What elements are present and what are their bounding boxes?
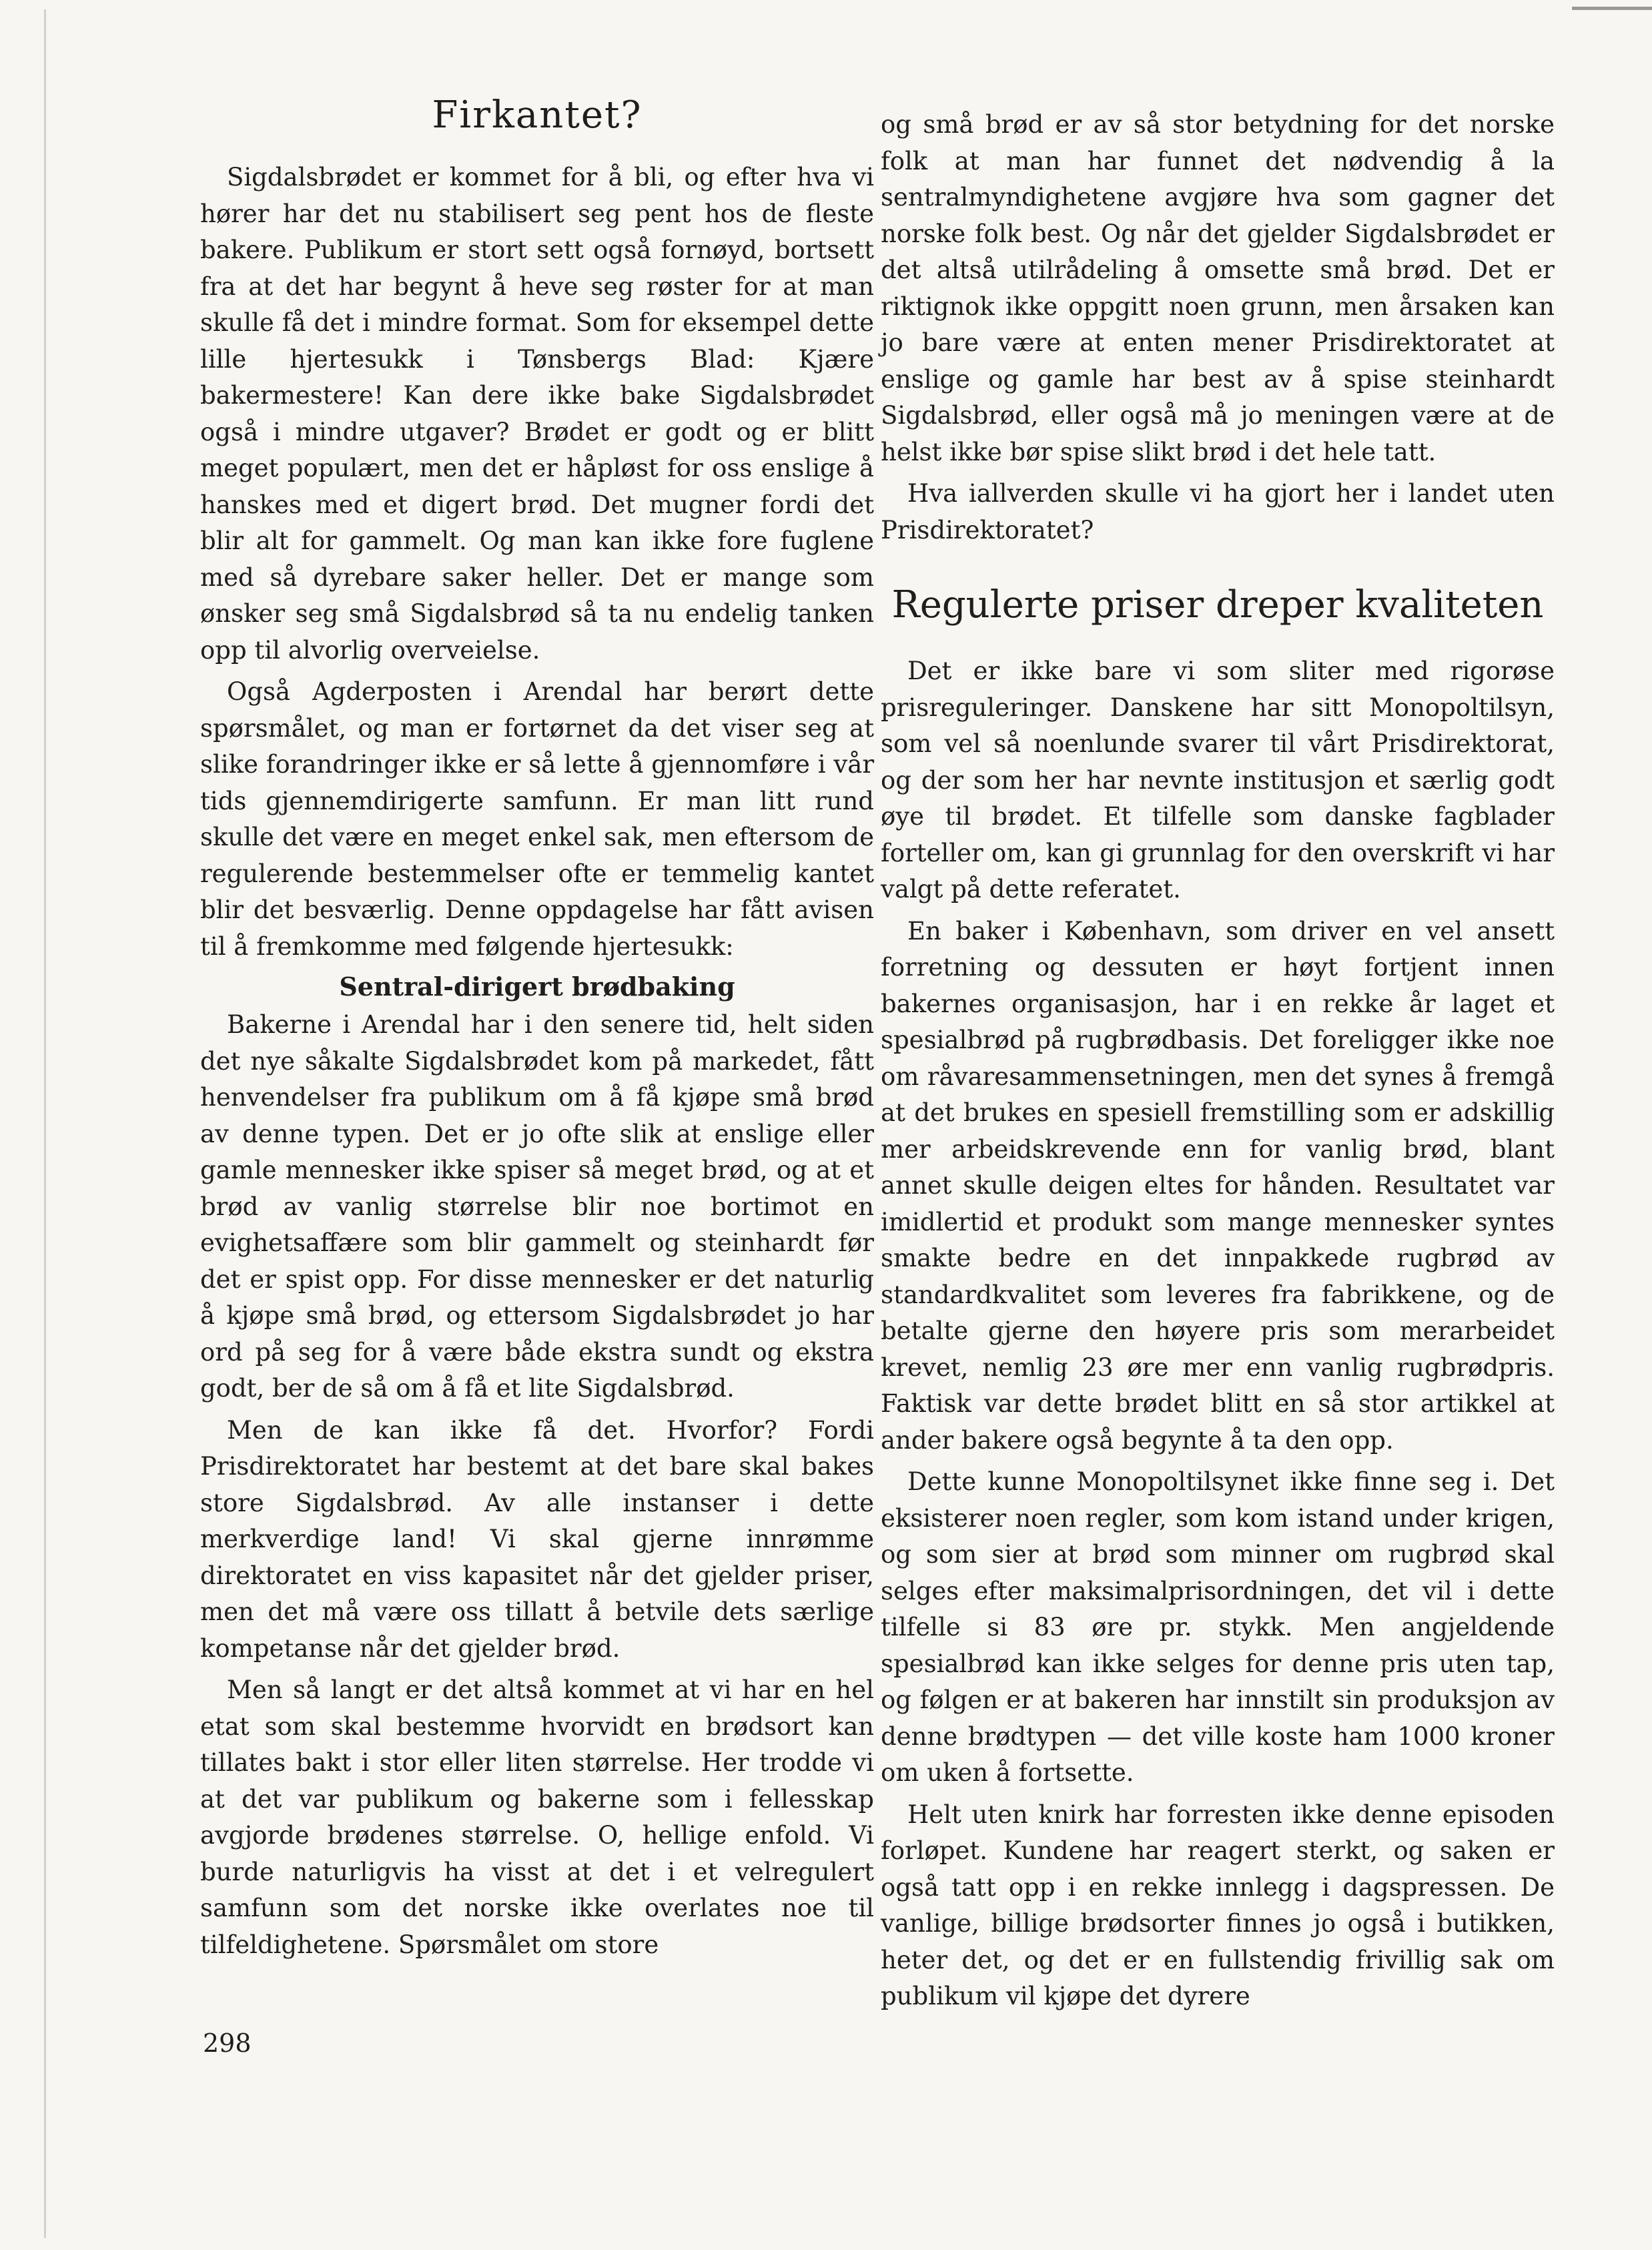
paragraph: Sigdalsbrødet er kommet for å bli, og efter hva vi hører har det nu stabilisert seg pent hos de fleste bakere. Publikum er stort sett også fornøyd, bortsett fra at det har begynt å heve seg røster for at man skulle få det i mindre format. Som for eksempel dette lille hjertesukk i Tønsbergs Blad: Kjære bakermestere! Kan dere ikke bake Sigdalsbrødet også i mindre utgaver? Brødet er godt og er blitt meget populært, men det er håpløst for oss enslige å hanskes med et digert brød. Det mugner fordi det blir alt for gammelt. Og man kan ikke fore fuglene med så dyrebare saker heller. Det er mange som ønsker seg små Sigdalsbrød så ta nu endelig tanken opp til alvorlig overveielse. [200, 163, 874, 665]
paragraph: Også Agderposten i Arendal har berørt dette spørsmålet, og man er fortørnet da det viser seg at slike forandringer ikke er så lette å gjennomføre i vår tids gjennemdirigerte samfunn. Er man litt rund skulle det være en meget enkel sak, men eftersom de regulerende bestemmelser ofte er temmelig kantet blir det besværlig. Denne oppdagelse har fått avisen til å fremkomme med følgende hjertesukk: [200, 677, 874, 961]
left-column [200, 93, 874, 1968]
paragraph: Hva iallverden skulle vi ha gjort her i landet uten Prisdirektoratet? [881, 479, 1555, 544]
page-number: 298 [203, 2028, 252, 2058]
paragraph: Dette kunne Monopoltilsynet ikke finne seg i. Det eksisterer noen regler, som kom istand under krigen, og som sier at brød som minner om rugbrød skal selges efter maksimalprisordningen, det vil i dette tilfelle si 83 øre pr. stykk. Men angjeldende spesialbrød kan ikke selges for denne pris uten tap, og følgen er at bakeren har innstilt sin produksjon av denne brødtypen — det ville koste ham 1000 kroner om uken å fortsette. [881, 1467, 1555, 1787]
paragraph: og små brød er av så stor betydning for det norske folk at man har funnet det nødvendig å la sentralmyndighetene avgjøre hva som gagner det norske folk best. Og når det gjelder Sigdalsbrødet er det altså utilrådeling å omsette små brød. Det er riktignok ikke oppgitt noen grunn, men årsaken kan jo bare være at enten mener Prisdirektoratet at enslige og gamle har best av å spise steinhardt Sigdalsbrød, eller også må jo meningen være at de helst ikke bør spise slikt brød i det hele tatt. [881, 110, 1555, 466]
subheading-sentral-dirigert: Sentral-dirigert brødbaking [339, 972, 735, 1002]
article-title-regulerte-priser: Regulerte priser dreper kvaliteten [891, 583, 1544, 627]
page-edge-line [44, 9, 46, 2238]
article-title-firkantet: Firkantet? [432, 93, 643, 137]
paragraph: Bakerne i Arendal har i den senere tid, helt siden det nye såkalte Sigdalsbrødet kom på markedet, fått henvendelser fra publikum om å få kjøpe små brød av denne typen. Det er jo ofte slik at enslige eller gamle mennesker ikke spiser så meget brød, og at et brød av vanlig størrelse blir noe bortimot en evighetsaffære som blir gammelt og steinhardt før det er spist opp. For disse mennesker er det naturlig å kjøpe små brød, og ettersom Sigdalsbrødet jo har ord på seg for å være både ekstra sundt og ekstra godt, ber de så om å få et lite Sigdalsbrød. [200, 1010, 874, 1403]
paragraph: Helt uten knirk har forresten ikke denne episoden forløpet. Kundene har reagert sterkt, og saken er også tatt opp i en rekke innlegg i dagspressen. De vanlige, billige brødsorter finnes jo også i butikken, heter det, og det er en fullstendig frivillig sak om publikum vil kjøpe det dyrere [881, 1800, 1555, 2010]
right-column [881, 107, 1555, 2020]
paragraph: Det er ikke bare vi som sliter med rigorøse prisreguleringer. Danskene har sitt Monopoltilsyn, som vel så noenlunde svarer til vårt Prisdirektorat, og der som her har nevnte institusjon et særlig godt øye til brødet. Et tilfelle som danske fagblader forteller om, kan gi grunnlag for den overskrift vi har valgt på dette referatet. [881, 657, 1555, 903]
paragraph: Men så langt er det altså kommet at vi har en hel etat som skal bestemme hvorvidt en brødsort kan tillates bakt i stor eller liten størrelse. Her trodde vi at det var publikum og bakerne som i fellesskap avgjorde brødenes størrelse. O, hellige enfold. Vi burde naturligvis ha visst at det i et velregulert samfunn som det norske ikke overlates noe til tilfeldighetene. Spørsmålet om store [200, 1675, 874, 1959]
paragraph: Men de kan ikke få det. Hvorfor? Fordi Prisdirektoratet har bestemt at det bare skal bakes store Sigdalsbrød. Av alle instanser i dette merkverdige land! Vi skal gjerne innrømme direktoratet en viss kapasitet når det gjelder priser, men det må være oss tillatt å betvile dets særlige kompetanse når det gjelder brød. [200, 1415, 874, 1663]
paragraph: En baker i København, som driver en vel ansett forretning og dessuten er høyt fortjent innen bakernes organisasjon, har i en rekke år laget et spesialbrød på rugbrødbasis. Det foreligger ikke noe om råvaresammensetningen, men det synes å fremgå at det brukes en spesiell fremstilling som er adskillig mer arbeidskrevende enn for vanlig brød, blant annet skulle deigen eltes for hånden. Resultatet var imidlertid et produkt som mange mennesker syntes smakte bedre en det innpakkede rugbrød av standardkvalitet som leveres fra fabrikkene, og de betalte gjerne den høyere pris som merarbeidet krevet, nemlig 23 øre mer enn vanlig rugbrødpris. Faktisk var dette brødet blitt en så stor artikkel at ander bakere også begynte å ta den opp. [881, 916, 1555, 1455]
page-edge-mark [1572, 7, 1652, 10]
